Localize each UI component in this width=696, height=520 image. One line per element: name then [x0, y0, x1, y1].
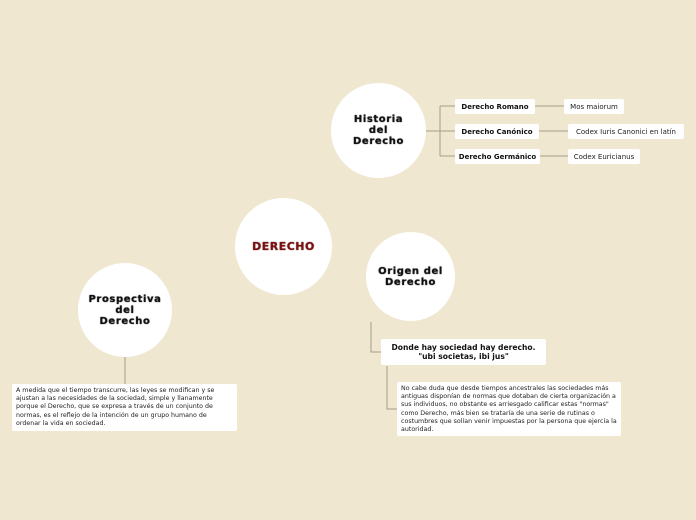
central-topic-label: DERECHO	[252, 240, 315, 253]
leaf-codex-euricianus[interactable]	[568, 149, 640, 164]
origen-node[interactable]	[366, 232, 455, 321]
central-topic-node[interactable]	[235, 198, 332, 295]
leaf-mos-maiorum[interactable]	[564, 99, 624, 114]
prospectiva-label: Prospectiva del Derecho	[88, 293, 162, 327]
prospectiva-child-text: A medida que el tiempo transcurre, las leyes se modifican y se ajustan a las necesidades de la sociedad, simple y llanamente porque el Derecho, que se expresa a través de un conjunto de normas, es el reflejo de la intención de un grupo humano de ordenar la vida en sociedad.	[16, 387, 215, 427]
connector-origen-child	[371, 322, 381, 352]
origen-child-node[interactable]	[381, 339, 546, 365]
prospectiva-node[interactable]	[78, 263, 172, 357]
connector-origen-grandchild	[387, 366, 397, 409]
historia-node[interactable]	[331, 83, 426, 178]
branch-label: Derecho Romano	[461, 102, 529, 111]
prospectiva-child-node[interactable]	[12, 384, 237, 431]
origen-child-label: Donde hay sociedad hay derecho. "ubi societas, ibi jus"	[391, 343, 536, 361]
origen-grandchild-text: No cabe duda que desde tiempos ancestrales las sociedades más antiguas disponían de normas que dotaban de cierta organización a sus individuos, no obstante es arriesgado calificar estas "normas" como Derecho, más bien se trataría de una serie de rutinas o costumbres que solían venir impuestas por la persona que ejercía la autoridad.	[401, 385, 617, 434]
branch-derecho-germanico[interactable]	[455, 149, 540, 164]
origen-label: Origen del Derecho	[378, 265, 443, 288]
leaf-label: Mos maiorum	[570, 102, 618, 111]
branch-label: Derecho Germánico	[458, 152, 537, 161]
historia-label: Historia del Derecho	[353, 114, 404, 147]
branch-derecho-romano[interactable]	[455, 99, 535, 114]
leaf-label: Codex Iuris Canonici en latín	[576, 127, 676, 136]
branch-label: Derecho Canónico	[461, 127, 533, 136]
leaf-label: Codex Euricianus	[573, 152, 635, 161]
origen-grandchild-node[interactable]	[397, 382, 621, 436]
branch-derecho-canonico[interactable]	[455, 124, 539, 139]
leaf-codex-iuris-canonici[interactable]	[568, 124, 684, 139]
